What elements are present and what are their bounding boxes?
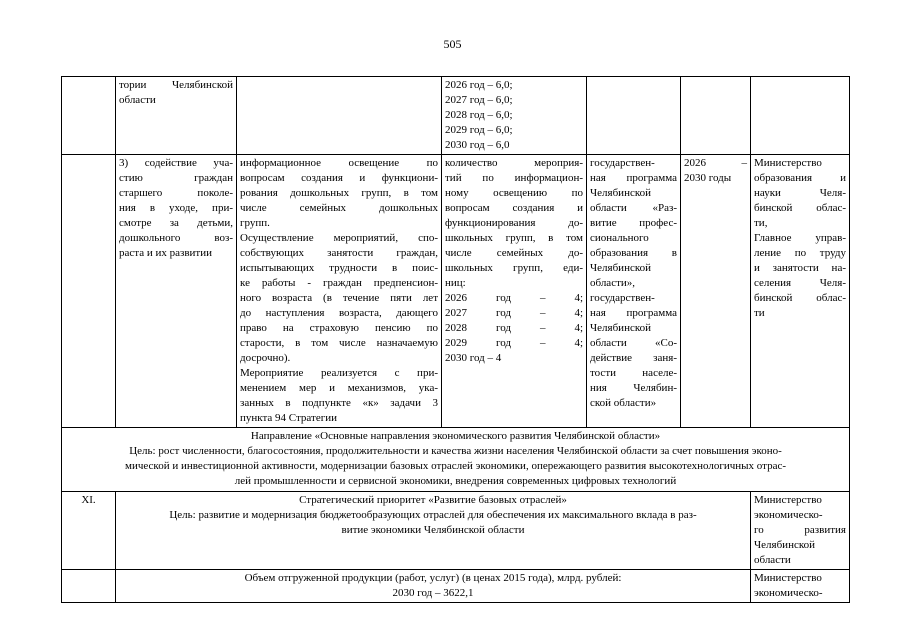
table-row-main: [62, 155, 850, 428]
text-line: рования дошкольных групп, в том: [240, 187, 438, 199]
cell-indicator-total: [116, 570, 751, 603]
cell-empty: [681, 77, 751, 155]
cell-direction: [62, 428, 850, 492]
cell-empty: [237, 77, 442, 155]
text-line: школьных групп, еди-: [445, 262, 583, 274]
text-line: бинской облас-: [754, 202, 846, 214]
strategy-table: [61, 76, 850, 603]
text-line: старости, в том числе назначаемую: [240, 337, 438, 349]
text-line: 2026 –: [684, 157, 747, 169]
text-line: пункта 94 Стратегии: [240, 412, 338, 424]
cell-empty: [751, 77, 850, 155]
cell-period: [681, 155, 751, 428]
table-row-indicator: [62, 570, 850, 603]
text-line: Министерство: [754, 157, 822, 169]
text-line: числе семейных дошкольных: [240, 202, 438, 214]
text-line: менением мер и механизмов, ука-: [240, 382, 438, 394]
text-line: собствующих занятости граждан,: [240, 247, 438, 259]
text-line: 3) содействие уча-: [119, 157, 233, 169]
text-line: образования и: [754, 172, 846, 184]
cell-priority-number: XI.: [62, 492, 116, 570]
text-line: ная программа: [590, 307, 677, 319]
text-line: области: [754, 554, 791, 566]
text-line: смотре за детьми,: [119, 217, 233, 229]
text-line: до наступления возраста, дающего: [240, 307, 438, 319]
cell-program: [587, 155, 681, 428]
text-line: школьных групп, в том: [445, 232, 583, 244]
cell-empty: [62, 155, 116, 428]
cell-priority-executor: [751, 492, 850, 570]
text-line: занных в подпункте «к» задачи 3: [240, 397, 438, 409]
text-line: Цель: развитие и модернизация бюджетообразующих отраслей для обеспечения их максимального вклада в раз-: [169, 509, 697, 521]
text-line: и занятости на-: [754, 262, 846, 274]
text-line: ная программа: [590, 172, 677, 184]
text-line: групп.: [240, 217, 270, 229]
text-line: 2030 год – 3622,1: [392, 587, 474, 599]
cell-measures: [237, 155, 442, 428]
text-line: ного возраста (в течение пяти лет: [240, 292, 438, 304]
text-line: Министерство: [754, 494, 822, 506]
text-line: 2030 год – 4: [445, 352, 502, 364]
cell-empty: [62, 570, 116, 603]
cell-task-continued: [116, 77, 237, 155]
text-line: витие экономики Челябинской области: [341, 524, 525, 536]
text-line: мической и инвестиционной активности, модернизации базовых отраслей экономики, опережающего развития высокотехнологичных отрас-: [124, 460, 787, 472]
text-line: 2026 год – 4;: [445, 292, 583, 304]
text-line: Направление «Основные направления экономического развития Челябинской области»: [250, 430, 661, 442]
text-line: 2028 год – 4;: [445, 322, 583, 334]
text-line: области «Раз-: [590, 202, 677, 214]
text-line: ление по труду: [754, 247, 846, 259]
text-line: старшего поколе-: [119, 187, 233, 199]
text-line: области: [119, 94, 156, 106]
text-line: науки Челя-: [754, 187, 846, 199]
text-line: тости населе-: [590, 367, 677, 379]
text-line: Челябинской: [590, 187, 652, 199]
text-line: ти: [754, 307, 765, 319]
text-line: Главное управ-: [754, 232, 846, 244]
text-line: 2029 год – 4;: [445, 337, 583, 349]
text-line: лей промышленности и сервисной экономики, внедрения современных цифровых технологий: [234, 475, 677, 487]
text-line: области «Со-: [590, 337, 677, 349]
table-row-priority: [62, 492, 850, 570]
text-line: экономическо-: [754, 587, 823, 599]
text-line: экономическо-: [754, 509, 823, 521]
text-line: дошкольного воз-: [119, 232, 233, 244]
text-line: государствен-: [590, 157, 655, 169]
text-line: 2027 год – 6,0;: [445, 94, 513, 106]
text-line: селения Челя-: [754, 277, 846, 289]
cell-empty: [587, 77, 681, 155]
text-line: го развития: [754, 524, 846, 536]
table-row-top: [62, 77, 850, 155]
cell-indicator-executor: [751, 570, 850, 603]
text-line: стию граждан: [119, 172, 233, 184]
text-line: ниц:: [445, 277, 466, 289]
page-number: 505: [443, 37, 462, 51]
text-line: право на страховую пенсию по: [240, 322, 438, 334]
text-line: действие заня-: [590, 352, 677, 364]
text-line: 2026 год – 6,0;: [445, 79, 513, 91]
cell-task: [116, 155, 237, 428]
text-line: Объем отгруженной продукции (работ, услуг) (в ценах 2015 года), млрд. рублей:: [244, 572, 622, 584]
text-line: 2029 год – 6,0;: [445, 124, 513, 136]
text-line: ному освещению по: [445, 187, 583, 199]
text-line: бинской облас-: [754, 292, 846, 304]
text-line: 2028 год – 6,0;: [445, 109, 513, 121]
cell-indicator: [442, 155, 587, 428]
cell-indicator-values: [442, 77, 587, 155]
text-line: сионального: [590, 232, 649, 244]
text-line: вопросам создания и: [445, 202, 583, 214]
text-line: 2027 год – 4;: [445, 307, 583, 319]
text-line: раста и их развитии: [119, 247, 213, 259]
text-line: тории Челябинской: [119, 79, 233, 91]
text-line: Челябинской: [590, 322, 652, 334]
text-line: тий по информацион-: [445, 172, 583, 184]
text-line: информационное освещение по: [240, 157, 438, 169]
text-line: витие профес-: [590, 217, 677, 229]
cell-executor: [751, 155, 850, 428]
text-line: ти,: [754, 217, 768, 229]
text-line: области»,: [590, 277, 636, 289]
text-line: ния в уходе, при-: [119, 202, 233, 214]
text-line: Челябинской: [754, 539, 816, 551]
text-line: ния Челябин-: [590, 382, 677, 394]
cell-priority: [116, 492, 751, 570]
text-line: Мероприятие реализуется с при-: [240, 367, 438, 379]
text-line: 2030 годы: [684, 172, 732, 184]
text-line: Стратегический приоритет «Развитие базовых отраслей»: [299, 494, 567, 506]
table-row-direction: [62, 428, 850, 492]
text-line: Осуществление мероприятий, спо-: [240, 232, 438, 244]
text-line: Челябинской: [590, 262, 652, 274]
text-line: образования в: [590, 247, 677, 259]
text-line: количество мероприя-: [445, 157, 583, 169]
text-line: досрочно).: [240, 352, 291, 364]
text-line: Цель: рост численности, благосостояния, продолжительности и качества жизни населения Челябинской области за счет повышения эконо-: [129, 445, 782, 457]
cell-empty: [62, 77, 116, 155]
text-line: 2030 год – 6,0: [445, 139, 510, 151]
text-line: числе семейных до-: [445, 247, 583, 259]
text-line: государствен-: [590, 292, 655, 304]
text-line: ской области»: [590, 397, 657, 409]
text-line: Министерство: [754, 572, 822, 584]
text-line: испытывающих трудности в поис-: [240, 262, 438, 274]
text-line: функционирования до-: [445, 217, 583, 229]
text-line: ке работы - граждан предпенсион-: [240, 277, 438, 289]
text-line: вопросам создания и функциони-: [240, 172, 438, 184]
